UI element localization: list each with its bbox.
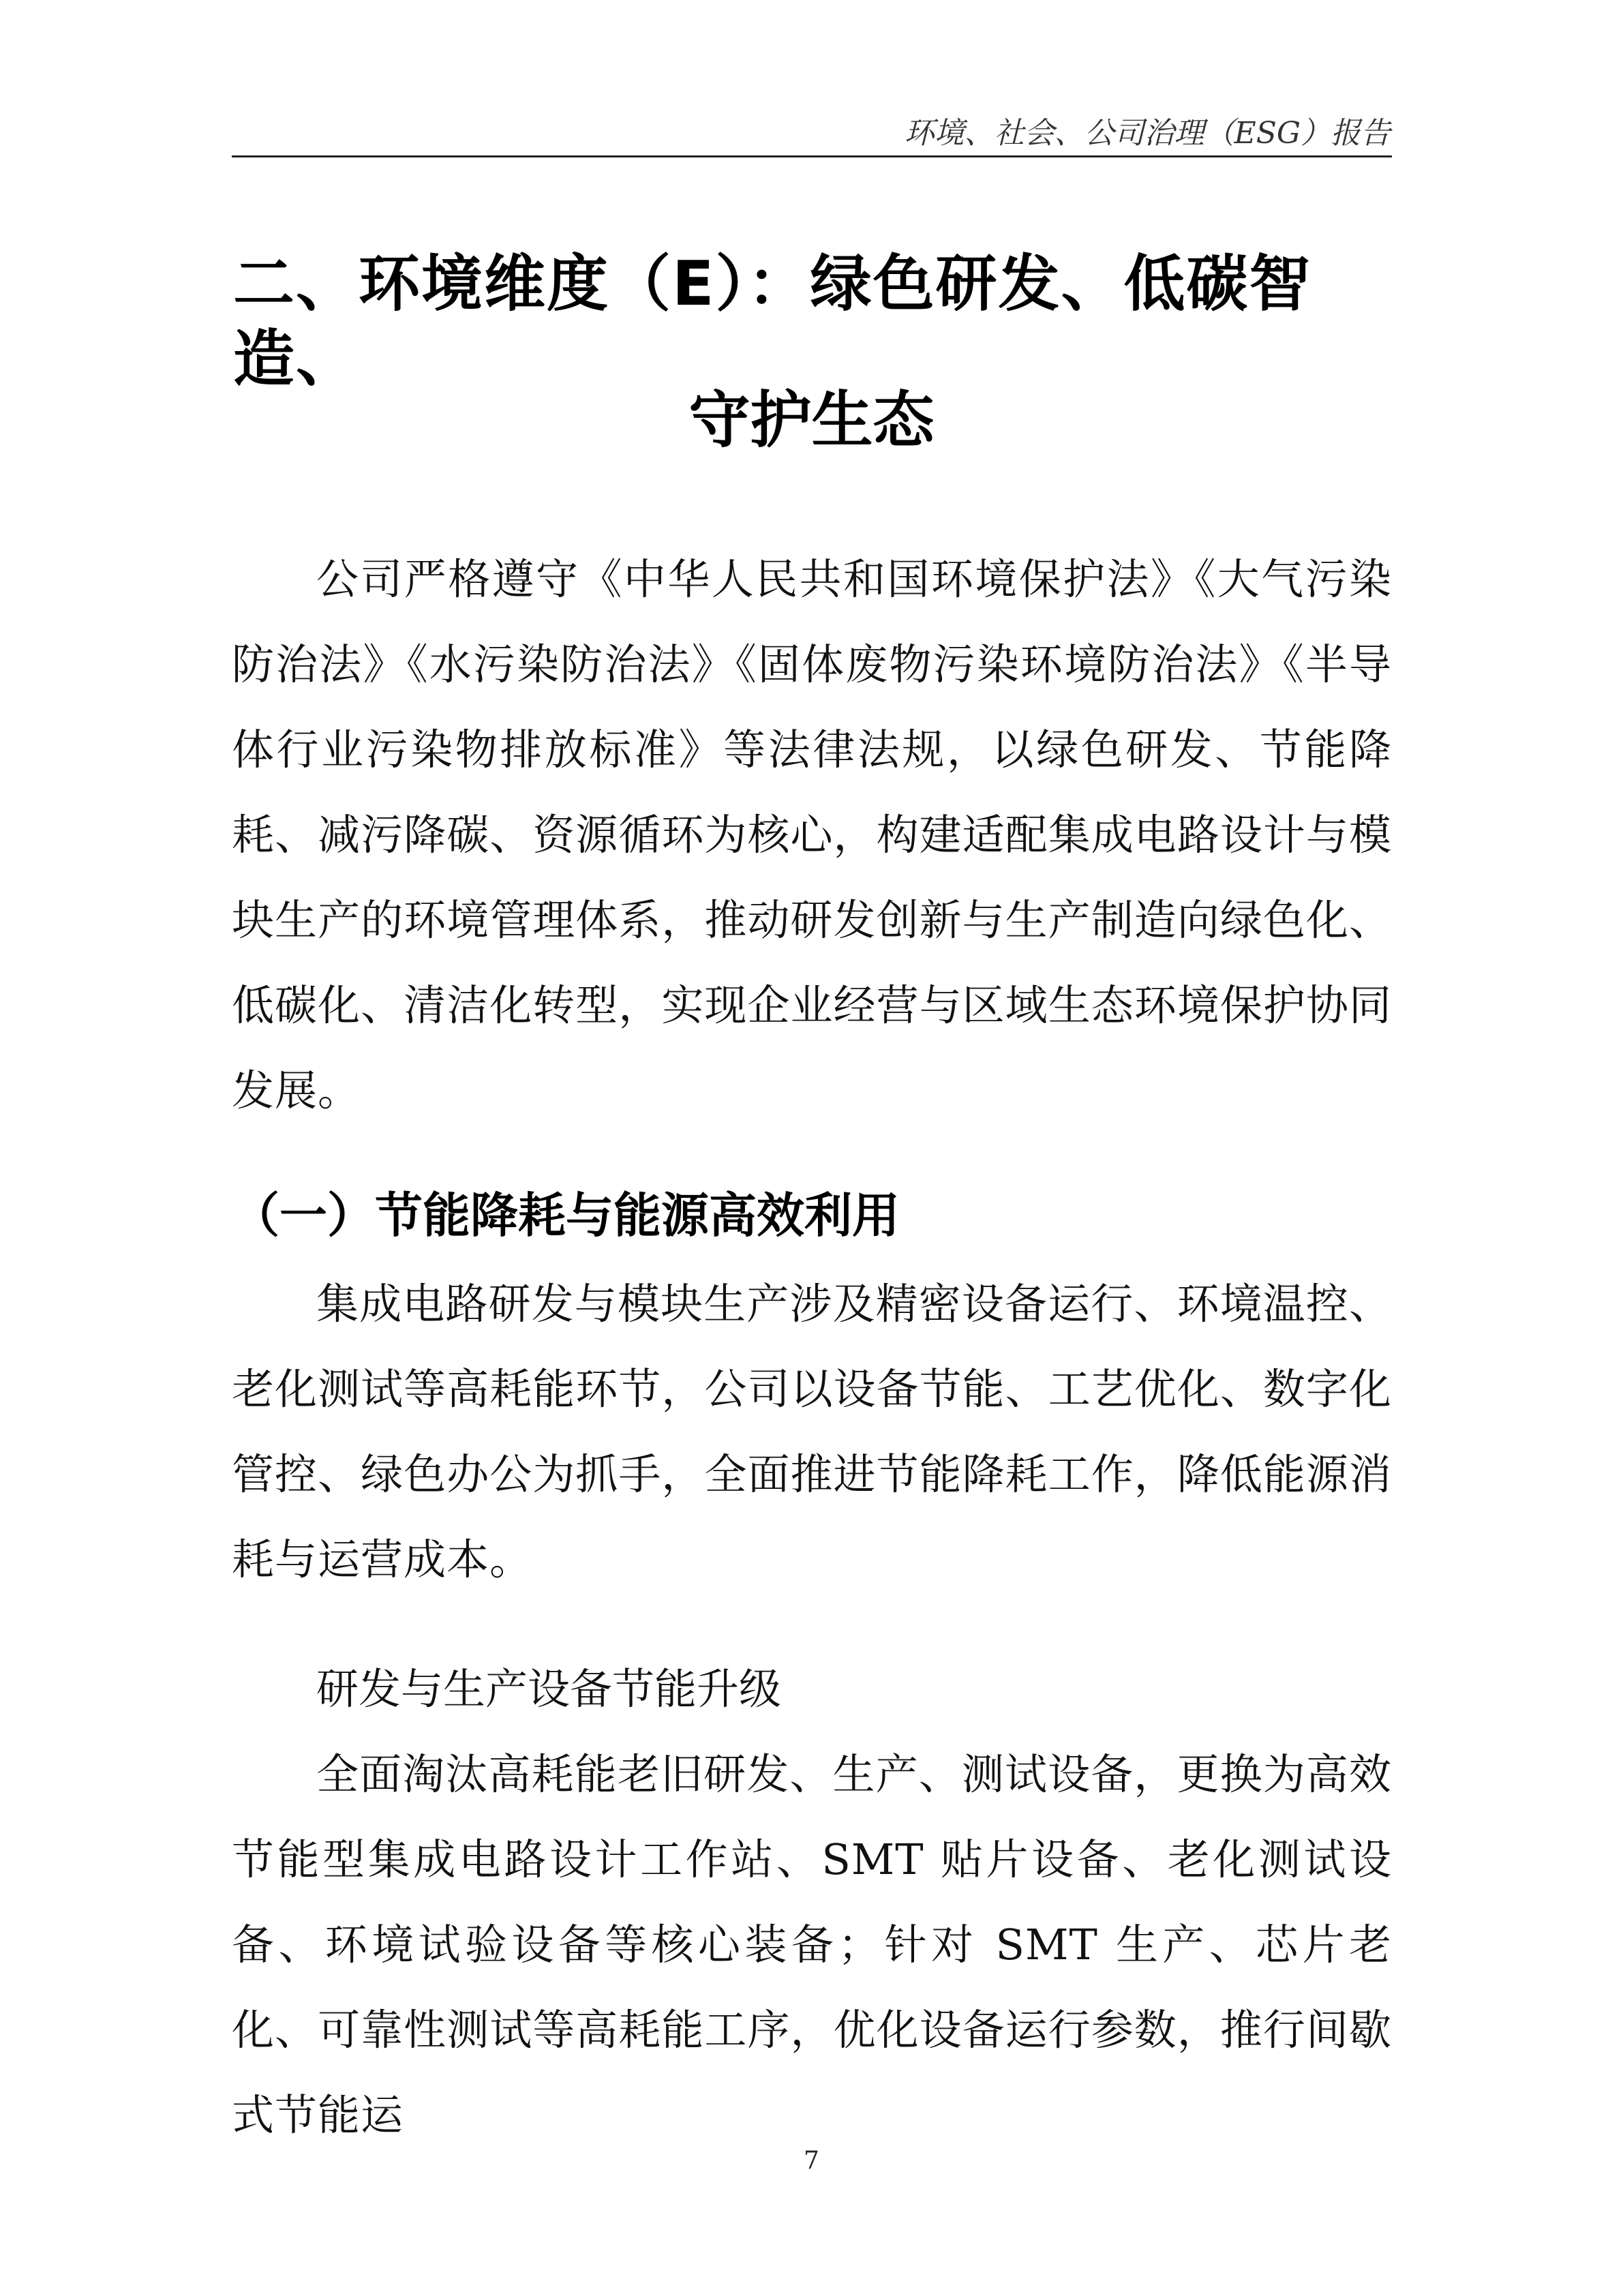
subsection-paragraph: 全面淘汰高耗能老旧研发、生产、测试设备，更换为高效节能型集成电路设计工作站、SMT 贴片设备、老化测试设备、环境试验设备等核心装备；针对 SMT 生产、芯片老化、可靠性测试等高耗能工序，优化设备运行参数，推行间歇式节能运 bbox=[232, 1749, 1392, 2140]
page-number: 7 bbox=[804, 2147, 819, 2175]
subsection-label: 研发与生产设备节能升级 bbox=[316, 1664, 782, 1714]
chapter-title-line-1: 二、环境维度（E）：绿色研发、低碳智造、 bbox=[233, 248, 1312, 395]
header-rule bbox=[232, 155, 1392, 157]
chapter-title-line-2: 守护生态 bbox=[688, 384, 935, 456]
running-header: 环境、社会、公司治理（ESG）报告 bbox=[904, 116, 1391, 151]
intro-paragraph: 公司严格遵守《中华人民共和国环境保护法》《大气污染防治法》《水污染防治法》《固体废物污染环境防治法》《半导体行业污染物排放标准》等法律法规，以绿色研发、节能降耗、减污降碳、资源循环为核心，构建适配集成电路设计与模块生产的环境管理体系，推动研发创新与生产制造向绿色化、低碳化、清洁化转型，实现企业经营与区域生态环境保护协同发展。 bbox=[232, 554, 1392, 1115]
section-paragraph: 集成电路研发与模块生产涉及精密设备运行、环境温控、老化测试等高耗能环节，公司以设备节能、工艺优化、数字化管控、绿色办公为抓手，全面推进节能降耗工作，降低能源消耗与运营成本。 bbox=[232, 1279, 1392, 1584]
section-heading: （一）节能降耗与能源高效利用 bbox=[232, 1188, 900, 1243]
